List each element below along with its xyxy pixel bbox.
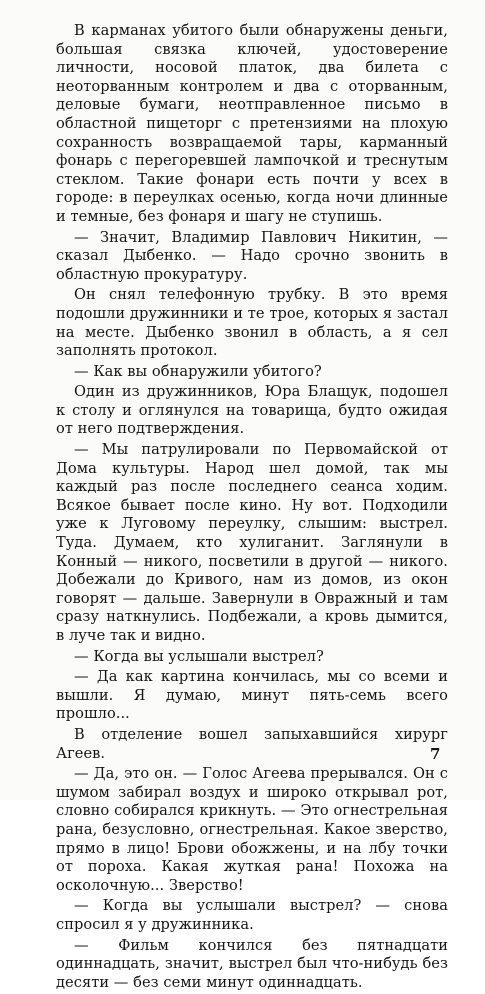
paragraph-12: — Фильм кончился без пятнадцати одиннадцать, значит, выстрел был что-нибудь без десяти — без семи минут одиннадцать. [56, 936, 448, 991]
page-body-text [56, 22, 448, 994]
paragraph-6: — Мы патрулировали по Первомайской от Дома культуры. Народ шел домой, так мы каждый раз после последнего сеанса ходим. Всякое бывает после кино. Ну вот. Подходили уже к Луговому переулку, слышим: выстрел. Туда. Думаем, кто хулиганит. Заглянули в Конный — никого, посветили в другой — никого. Добежали до Кривого, нам из домов, из окон говорят — дальше. Завернули в Овражный и там сразу наткнулись. Подбежали, а кровь дымится, в луче так и видно. [56, 441, 448, 644]
paragraph-5: Один из дружинников, Юра Блащук, подошел к столу и оглянулся на товарища, будто ожидая от него подтверждения. [56, 383, 448, 438]
paragraph-7: — Когда вы услышали выстрел? [74, 647, 324, 665]
paragraph-2: — Значит, Владимир Павлович Никитин, — сказал Дыбенко. — Надо срочно звонить в областную прокуратуру. [56, 228, 448, 283]
paragraph-4: — Как вы обнаружили убитого? [74, 362, 322, 380]
page-number: 7 [430, 745, 441, 763]
paragraph-8: — Да как картина кончилась, мы со всеми и вышли. Я думаю, минут пять-семь всего прошло... [56, 668, 448, 723]
paragraph-9: В отделение вошел запыхавшийся хирург Агеев. [56, 725, 448, 762]
paragraph-3: Он снял телефонную трубку. В это время подошли дружинники и те трое, которых я застал на месте. Дыбенко звонил в область, а я сел заполнять протокол. [56, 286, 448, 360]
paragraph-1: В карманах убитого были обнаружены деньги, большая связка ключей, удостоверение личности, носовой платок, два билета с неоторванным контролем и два с оторванным, деловые бумаги, неотправленное письмо в областной пищеторг с претензиями на плохую сохранность возвращаемой тары, карманный фонарь с перегоревшей лампочкой и треснутым стеклом. Такие фонари есть почти у всех в городе: в переулках осенью, когда ночи длинные и темные, без фонаря и шагу не ступишь. [56, 22, 448, 225]
paragraph-10: — Да, это он. — Голос Агеева прерывался. Он с шумом забирал воздух и широко открывал рот, словно собирался крикнуть. — Это огнестрельная рана, безусловно, огнестрельная. Какое зверство, прямо в лицо! Брови обожжены, и на лбу точки от пороха. Какая жуткая рана! Похожа на осколочную... Зверство! [56, 765, 448, 894]
paragraph-11: — Когда вы услышали выстрел? — снова спросил я у дружинника. [56, 897, 448, 933]
